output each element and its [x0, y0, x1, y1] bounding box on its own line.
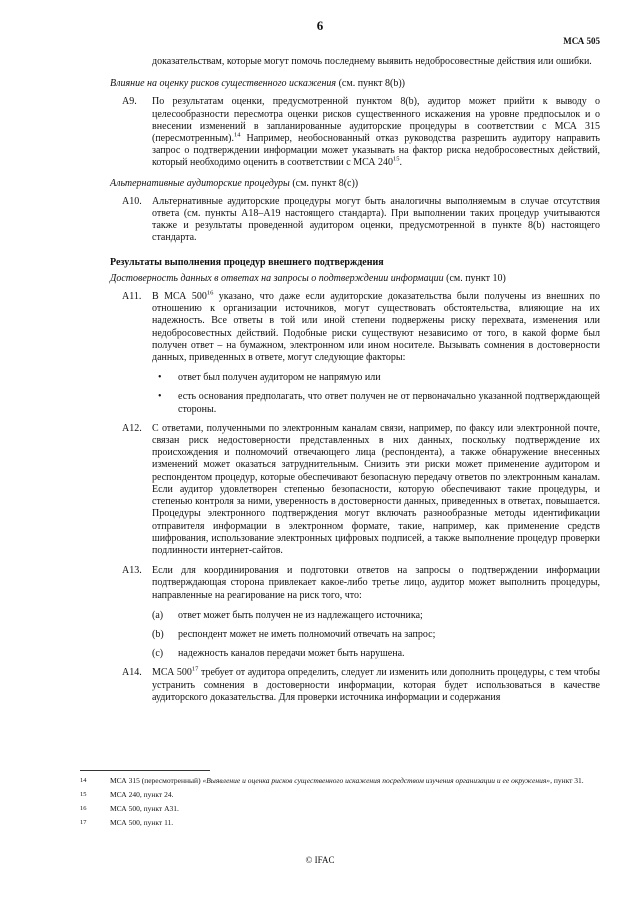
- paragraph-text: С ответами, полученными по электронным каналам связи, например, по факсу или электронной почте, связан риск недостоверности представленных в них данных, поскольку подтверждение их происхождения и полномочий отвечающего лица (респондента), а также обнаружение внесенных изменений может оказаться затруднительным. Снизить эти риски может применение аудитором и респондентом процедур, которые обеспечивают безопасную передачу ответов по электронным каналам. Если аудитор удовлетворен степенью безопасности, которую обеспечивают такие процедуры, и степенью контроля за ними, уверенность в достоверности данных, приведенных в ответах, повышается. Процедуры электронного подтверждения могут включать разнообразные методы идентификации отправителя информации в электронном формате, такие, например, как применение средств шифрования, использование электронных цифровых подписей, а также выполнение процедур проверки подлинности интернет-сайтов.: [152, 422, 600, 556]
- copyright-footer: © IFAC: [305, 855, 335, 865]
- footnote-text: МСА 500, пункт A31.: [110, 804, 179, 813]
- footnote: [80, 804, 590, 814]
- footnote-ref: 17: [191, 666, 199, 673]
- subheading-alternative: [110, 178, 600, 190]
- paragraph-text: требует от аудитора определить, следует ли изменить или дополнить процедуры, с тем чтобы устранить сомнения в достоверности информации, которая будет использоваться в качестве аудиторского доказательства. Для проверки источника информации и содержания: [152, 667, 601, 703]
- paragraph-text: Например, необоснованный отказ руководства разрешить аудитору направить запрос о подтверждении информации может указывать на фактор риска недобросовестных действий, который необходимо оценить в соответствии с МСА 240: [152, 133, 600, 169]
- subheading-reliability-title: Достоверность данных в ответах на запросы о подтверждении информации: [110, 272, 444, 284]
- continuation-text: доказательствам, которые могут помочь последнему выявить недобросовестные действия или ошибки.: [152, 56, 592, 67]
- sub-item-label: (a): [152, 609, 164, 621]
- footnote: [80, 818, 590, 828]
- paragraph-a13: [110, 565, 600, 602]
- paragraph-text: .: [399, 157, 402, 169]
- paragraph-a12: [110, 423, 600, 557]
- paragraph-a9: [110, 96, 600, 169]
- footnote: [80, 776, 590, 786]
- paragraph-a11: [110, 291, 600, 364]
- paragraph-text: По результатам оценки, предусмотренной пунктом 8(b), аудитор может прийти к выводу о целесообразности пересмотра оценки рисков существенного искажения на уровне предпосылок и о внесении изменений в запланированные аудиторские процедуры в соответствии с МСА 315 (пересмотренным).: [152, 96, 600, 145]
- subheading-reliability-ref: (см. пункт 10): [443, 272, 506, 284]
- paragraph-number: A13.: [122, 565, 142, 577]
- subheading-risk: [110, 78, 600, 90]
- paragraph-number: A12.: [122, 422, 142, 434]
- bullet-text: ответ был получен аудитором не напрямую или: [178, 372, 381, 384]
- bullet-item: [110, 391, 600, 415]
- subheading-risk-title: Влияние на оценку рисков существенного искажения: [110, 78, 337, 90]
- paragraph-a10: [110, 196, 600, 245]
- subheading-reliability: [110, 273, 600, 285]
- footnote-number: 17: [80, 819, 87, 826]
- footnote-text: , пункт 31.: [550, 776, 584, 785]
- subheading-alternative-ref: (см. пункт 8(с)): [289, 177, 359, 189]
- sub-item: [110, 629, 600, 641]
- sub-item-label: (c): [152, 648, 164, 660]
- subheading-alternative-title: Альтернативные аудиторские процедуры: [110, 177, 290, 189]
- footnote-ref: 16: [206, 289, 214, 297]
- footnote-ref: 15: [393, 156, 400, 164]
- bullet-text: есть основания предполагать, что ответ получен не от первоначально указанной подтверждающей стороны.: [178, 391, 600, 415]
- sub-item: [110, 648, 600, 660]
- sub-item-text: надежность каналов передачи может быть нарушена.: [178, 648, 405, 660]
- sub-item-text: ответ может быть получен не из надлежащего источника;: [178, 609, 423, 621]
- footnote-number: 16: [80, 805, 87, 812]
- footnote-number: 15: [80, 791, 87, 798]
- main-content: [110, 56, 600, 712]
- footnote-number: 14: [80, 777, 87, 784]
- sub-item-text: респондент может не иметь полномочий отвечать на запрос;: [178, 628, 436, 640]
- footnote-text: МСА 500, пункт 11.: [110, 818, 174, 827]
- paragraph-number: A11.: [122, 291, 142, 303]
- footnote: [80, 790, 590, 800]
- footnote-title: «Выявление и оценка рисков существенного искажения посредством изучения организации и ее окружения»: [202, 776, 551, 785]
- subheading-risk-ref: (см. пункт 8(b)): [336, 78, 405, 90]
- paragraph-text: МСА 500: [152, 667, 192, 679]
- paragraph-text: Альтернативные аудиторские процедуры могут быть аналогичны выполняемым в случае отсутствия ответа (см. пункты A18–A19 настоящего стандарта). При выполнении таких процедур учитываются также и результаты проведенной аудитором оценки, предусмотренной в пункте 8(b) настоящего стандарта.: [152, 195, 600, 244]
- sub-item-label: (b): [152, 628, 164, 640]
- bullet-item: [110, 372, 600, 384]
- paragraph-text: В МСА 500: [152, 291, 207, 303]
- paragraph-number: A10.: [122, 195, 142, 207]
- bullet-icon: •: [158, 372, 162, 384]
- page-number: 6: [316, 18, 324, 33]
- paragraph-text: Если для координирования и подготовки ответов на запросы о подтверждении информации подтверждающая сторона привлекает какое-либо третье лицо, аудитор может выполнить процедуры, направленные на реагирование на риск того, что:: [152, 565, 600, 601]
- footnote-divider: [80, 770, 210, 771]
- paragraph-a14: [110, 667, 600, 704]
- standard-code: МСА 505: [563, 36, 600, 46]
- footnote-ref: 14: [233, 131, 241, 139]
- bullet-icon: •: [158, 391, 162, 403]
- section-heading: Результаты выполнения процедур внешнего подтверждения: [110, 256, 384, 268]
- footnote-text: МСА 240, пункт 24.: [110, 790, 174, 799]
- sub-item: [110, 610, 600, 622]
- paragraph-text: указано, что даже если аудиторские доказательства были получены из внешних по отношению к организации источников, могут существовать обстоятельства, влияющие на их надежность. Все ответы в той или иной степени подвержены риску перехвата, изменения или недобросовестных действий. Подобные риски существуют независимо от того, в какой форме был получен ответ – на бумажном, электронном или ином носителе. Вызывать сомнения в достоверности данных, приведенных в ответе, могут следующие факторы:: [152, 291, 601, 364]
- paragraph-number: A9.: [122, 96, 137, 108]
- footnotes: [80, 776, 590, 832]
- footnote-text: МСА 315 (пересмотренный): [110, 776, 203, 785]
- paragraph-number: A14.: [122, 667, 142, 679]
